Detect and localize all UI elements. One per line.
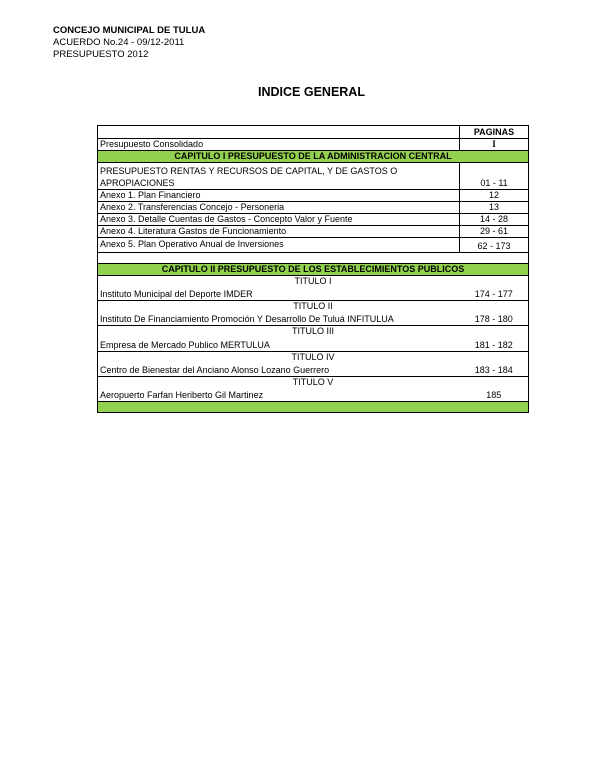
index-table [97, 125, 529, 413]
presupuesto-line: PRESUPUESTO 2012 [53, 49, 149, 60]
titulo-4-label: Centro de Bienestar del Anciano Alonso Lozano Guerrero [98, 363, 460, 376]
anexo-1-page: 12 [460, 189, 529, 201]
anexo-2-page: 13 [460, 201, 529, 213]
titulo-5-page: 185 [460, 388, 529, 401]
anexo-5-label: Anexo 5. Plan Operativo Anual de Inversiones [98, 237, 460, 252]
consolidado-label: Presupuesto Consolidado [98, 139, 460, 151]
table-row [98, 388, 529, 401]
titulo-1-label: Instituto Municipal del Deporte IMDER [98, 287, 460, 300]
table-footer-bar [98, 401, 529, 412]
anexo-3-page: 14 - 28 [460, 213, 529, 225]
main-label-line2: APROPIACIONES [98, 177, 460, 189]
chapter-2-title: CAPITULO II PRESUPUESTO DE LOS ESTABLECIMIENTOS PUBLICOS [98, 263, 529, 275]
titulo-5-heading: TITULO V [98, 376, 529, 388]
table-row [98, 363, 529, 376]
titulo-heading-row [98, 351, 529, 363]
titulo-4-page: 183 - 184 [460, 363, 529, 376]
table-row [98, 337, 529, 351]
titulo-heading-row [98, 275, 529, 287]
table-row [98, 189, 529, 201]
titulo-heading-row [98, 376, 529, 388]
paginas-header: PAGINAS [460, 126, 529, 139]
table-row [98, 213, 529, 225]
anexo-2-label: Anexo 2. Transferencias Concejo - Personeria [98, 201, 460, 213]
anexo-4-label: Anexo 4. Literatura Gastos de Funcionamiento [98, 225, 460, 237]
table-row [98, 287, 529, 300]
table-row [98, 225, 529, 237]
organization-name: CONCEJO MUNICIPAL DE TULUA [53, 25, 206, 36]
chapter-1-header [98, 151, 529, 163]
document-header [53, 25, 205, 61]
page-title: INDICE GENERAL [258, 85, 365, 99]
main-label-line1: PRESUPUESTO RENTAS Y RECURSOS DE CAPITAL, Y DE GASTOS O [98, 163, 460, 178]
main-page: 01 - 11 [460, 177, 529, 189]
anexo-4-page: 29 - 61 [460, 225, 529, 237]
titulo-3-heading: TITULO III [98, 325, 529, 337]
titulo-1-heading: TITULO I [98, 275, 529, 287]
anexo-5-page: 62 - 173 [460, 237, 529, 252]
table-row [98, 177, 529, 189]
table-header-row [98, 126, 529, 139]
titulo-1-page: 174 - 177 [460, 287, 529, 300]
acuerdo-line: ACUERDO No.24 - 09/12-2011 [53, 37, 185, 48]
table-row [98, 201, 529, 213]
table-row [98, 312, 529, 325]
table-row [98, 237, 529, 252]
chapter-2-header [98, 263, 529, 275]
titulo-3-page: 181 - 182 [460, 337, 529, 351]
table-row [98, 139, 529, 151]
anexo-3-label: Anexo 3. Detalle Cuentas de Gastos - Concepto Valor y Fuente [98, 213, 460, 225]
titulo-heading-row [98, 300, 529, 312]
titulo-2-label: Instituto De Financiamiento Promoción Y Desarrollo De Tuluá INFITULUA [98, 312, 460, 325]
titulo-5-label: Aeropuerto Farfan Heriberto Gil Martinez [98, 388, 460, 401]
spacer-row [98, 252, 529, 263]
chapter-1-title: CAPITULO I PRESUPUESTO DE LA ADMINISTRACION CENTRAL [98, 151, 529, 163]
titulo-heading-row [98, 325, 529, 337]
titulo-4-heading: TITULO IV [98, 351, 529, 363]
titulo-2-page: 178 - 180 [460, 312, 529, 325]
consolidado-page: I [460, 139, 529, 151]
table-row [98, 163, 529, 178]
titulo-3-label: Empresa de Mercado Publico MERTULUA [98, 337, 460, 351]
anexo-1-label: Anexo 1. Plan Financiero [98, 189, 460, 201]
titulo-2-heading: TITULO II [98, 300, 529, 312]
